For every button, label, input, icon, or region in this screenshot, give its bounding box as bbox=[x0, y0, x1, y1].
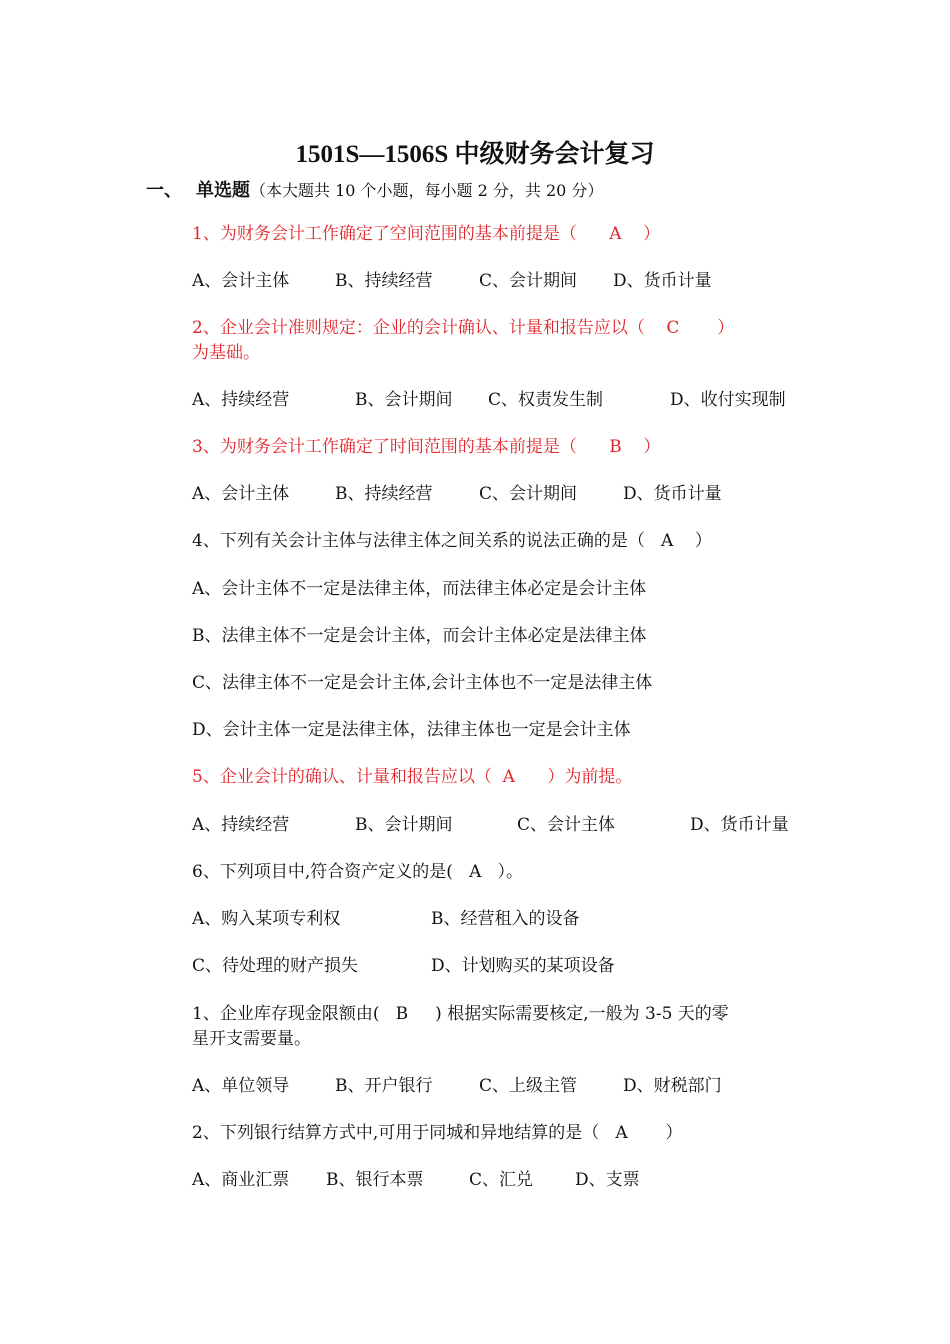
question-2-option-a: A、持续经营 bbox=[192, 390, 290, 410]
question-7-option-a: A、单位领导 bbox=[192, 1076, 290, 1096]
question-stem-5: 5、企业会计的确认、计量和报告应以（ A ）为前提。 bbox=[192, 767, 633, 787]
question-7-option-b: B、开户银行 bbox=[335, 1076, 433, 1096]
question-4-option-a: A、会计主体不一定是法律主体，而法律主体必定是会计主体 bbox=[192, 579, 647, 599]
question-stem-3: 3、为财务会计工作确定了时间范围的基本前提是（ B ） bbox=[192, 437, 661, 457]
question-stem-2-line2: 为基础。 bbox=[192, 343, 260, 363]
question-1-option-c: C、会计期间 bbox=[479, 271, 578, 291]
section-heading bbox=[146, 176, 603, 202]
question-6-option-a: A、购入某项专利权 bbox=[192, 909, 341, 929]
question-1-option-b: B、持续经营 bbox=[335, 271, 433, 291]
question-2-option-b: B、会计期间 bbox=[355, 390, 453, 410]
question-stem-4: 4、下列有关会计主体与法律主体之间关系的说法正确的是（ A ） bbox=[192, 531, 712, 551]
section-name: 单选题 bbox=[196, 180, 250, 201]
question-1-option-d: D、货币计量 bbox=[613, 271, 712, 291]
page-title: 1501S—1506S 中级财务会计复习 bbox=[295, 141, 655, 168]
question-3-option-d: D、货币计量 bbox=[623, 484, 722, 504]
question-4-option-b: B、法律主体不一定是会计主体，而会计主体必定是法律主体 bbox=[192, 626, 647, 646]
question-2-option-d: D、收付实现制 bbox=[670, 390, 786, 410]
question-7-option-d: D、财税部门 bbox=[623, 1076, 722, 1096]
question-6-option-b: B、经营租入的设备 bbox=[431, 909, 580, 929]
question-stem-6: 6、下列项目中,符合资产定义的是( A ）。 bbox=[192, 862, 524, 882]
question-2-option-c: C、权责发生制 bbox=[488, 390, 604, 410]
question-8-option-d: D、支票 bbox=[575, 1170, 640, 1190]
question-5-option-a: A、持续经营 bbox=[192, 815, 290, 835]
question-5-option-d: D、货币计量 bbox=[690, 815, 789, 835]
question-3-option-b: B、持续经营 bbox=[335, 484, 433, 504]
question-8-option-a: A、商业汇票 bbox=[192, 1170, 290, 1190]
question-stem-7-line2: 星开支需要量。 bbox=[192, 1029, 311, 1049]
question-1-option-a: A、会计主体 bbox=[192, 271, 290, 291]
question-5-option-b: B、会计期间 bbox=[355, 815, 453, 835]
section-note: （本大题共 10 个小题，每小题 2 分，共 20 分） bbox=[250, 181, 604, 200]
question-7-option-c: C、上级主管 bbox=[479, 1076, 578, 1096]
question-5-option-c: C、会计主体 bbox=[517, 815, 616, 835]
question-stem-1: 1、为财务会计工作确定了空间范围的基本前提是（ A ） bbox=[192, 224, 661, 244]
question-3-option-c: C、会计期间 bbox=[479, 484, 578, 504]
question-6-option-c: C、待处理的财产损失 bbox=[192, 956, 359, 976]
question-8-option-b: B、银行本票 bbox=[326, 1170, 424, 1190]
question-stem-2: 2、企业会计准则规定：企业的会计确认、计量和报告应以（ C ） bbox=[192, 318, 735, 338]
section-number: 一、 bbox=[146, 180, 182, 201]
question-4-option-c: C、法律主体不一定是会计主体,会计主体也不一定是法律主体 bbox=[192, 673, 653, 693]
question-stem-7: 1、企业库存现金限额由( B ) 根据实际需要核定,一般为 3-5 天的零 bbox=[192, 1004, 729, 1024]
question-3-option-a: A、会计主体 bbox=[192, 484, 290, 504]
question-stem-8: 2、下列银行结算方式中,可用于同城和异地结算的是（ A ） bbox=[192, 1123, 683, 1143]
question-4-option-d: D、会计主体一定是法律主体，法律主体也一定是会计主体 bbox=[192, 720, 631, 740]
question-6-option-d: D、计划购买的某项设备 bbox=[431, 956, 615, 976]
question-8-option-c: C、汇兑 bbox=[469, 1170, 534, 1190]
